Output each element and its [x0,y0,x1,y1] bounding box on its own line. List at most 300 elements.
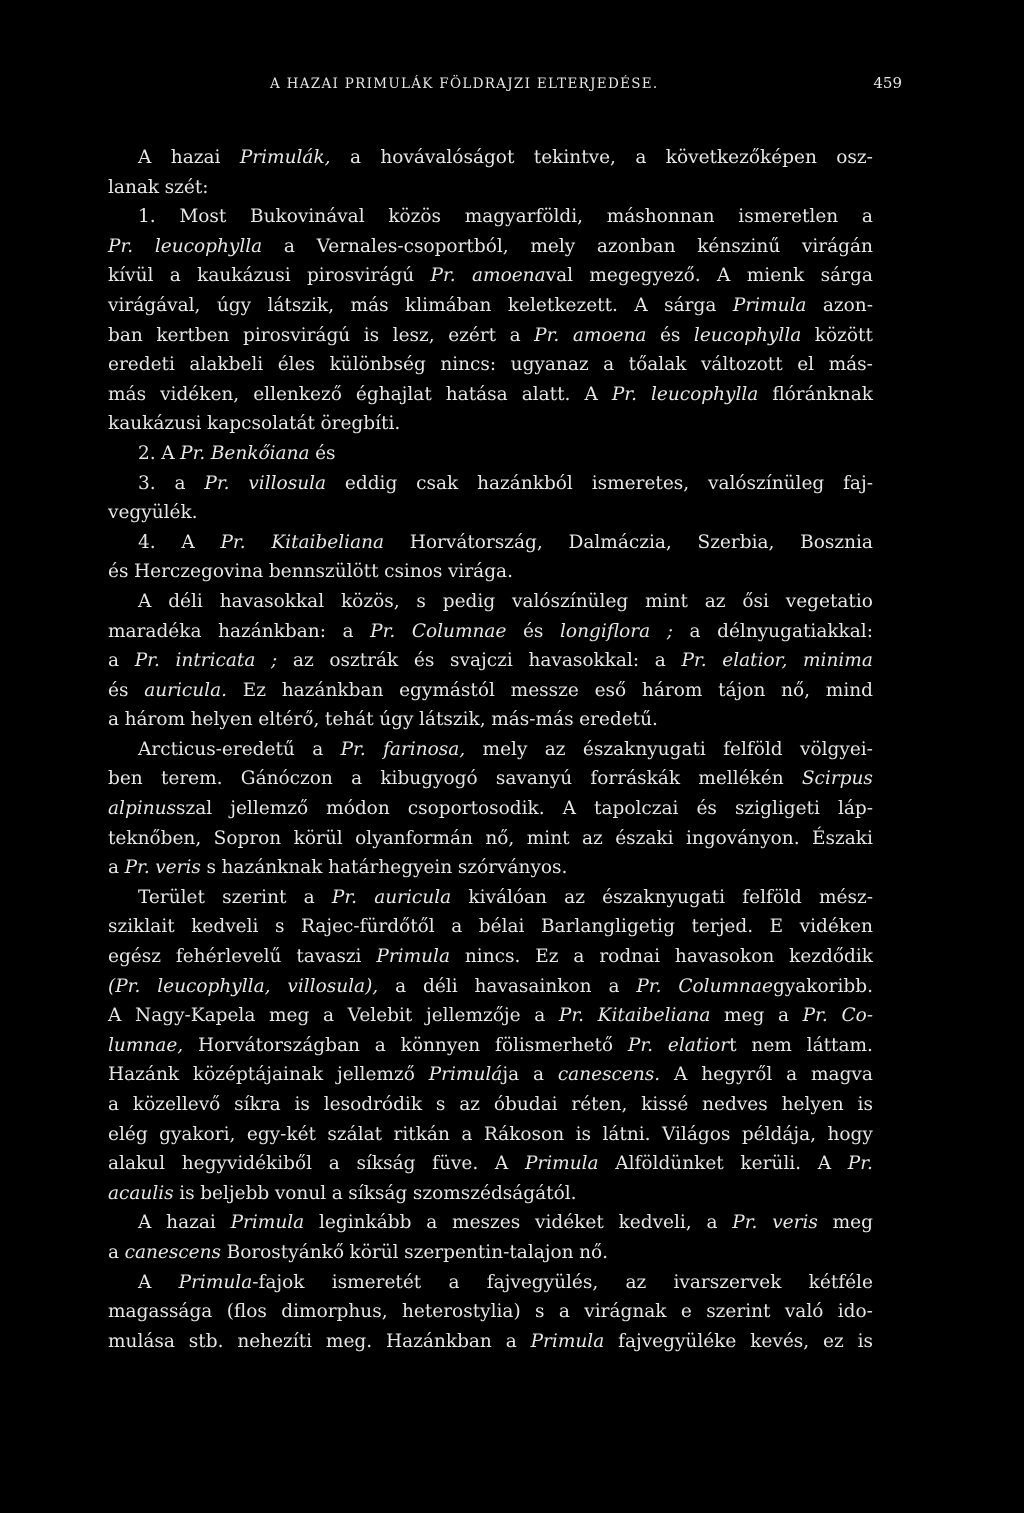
word: és [696,798,717,820]
word: Pr. [331,886,358,908]
word: öregbíti. [320,413,401,435]
word: mulása [108,1330,175,1352]
word: valószínüleg [708,472,825,494]
word: ido- [837,1301,873,1323]
word: kaukázusi [108,413,202,435]
word: füve. [432,1153,479,1175]
word: rodnai [599,946,661,968]
word: következőképen [665,147,817,168]
word: A [584,383,598,405]
word: Bukovinával [250,206,365,228]
word: ritkán [393,1123,450,1145]
text-line [108,232,873,262]
word: jellemző [230,798,309,820]
word: a [323,1005,335,1027]
word: villosula), [287,975,379,997]
word: a [108,857,120,879]
word: osztrák [329,650,399,672]
word: Gánóczon [240,768,333,790]
word: magyarföldi, [464,206,584,228]
word: a [654,650,666,672]
word: Hazánkban [386,1330,492,1352]
word: Nagy-Kapela [135,1005,256,1027]
word: éles [277,354,316,376]
word: kedveli, [618,1212,692,1234]
word: Herczegovina [134,561,264,583]
word: Bosznia [800,531,873,553]
word: is [363,324,380,346]
word: is [179,1182,195,1204]
text-line [108,1238,873,1268]
word: eredeti [108,354,175,376]
word: Primula-fajok [178,1271,305,1293]
word: déli [422,975,458,997]
word: a [786,1064,798,1086]
word: három [124,709,186,731]
word: magassága [108,1301,213,1323]
word: sziklait [108,916,175,938]
text-line [108,1090,873,1120]
word: a [706,1212,718,1234]
word: Arcticus-eredetű [138,738,295,760]
word: eredetű. [579,709,658,731]
word: az [564,886,585,908]
word: látni. [602,1123,651,1145]
word: Pr. [636,975,662,997]
word: Dalmáczia, [568,531,672,553]
word: tájon [718,679,766,701]
word: csinos [384,561,443,583]
word: a [395,975,407,997]
word: a [778,1005,790,1027]
word: 2. [138,442,156,464]
word: a [283,235,295,257]
word: ; [666,620,673,642]
word: az [625,1271,647,1293]
word: lanak [108,176,160,198]
word: tehát [324,709,374,731]
word: kívül [108,265,154,287]
word: mind [825,679,873,701]
word: a [108,650,120,672]
word: A [494,1153,509,1175]
text-line [108,528,873,558]
word: savanyú [495,768,573,790]
word: szerpentin-talajon [404,1241,574,1263]
word: a [312,738,324,760]
word: hazánknak [221,857,323,879]
word: meg [724,1005,765,1027]
word: hegyről [701,1064,773,1086]
word: tőalak [628,354,687,376]
text-line [108,1268,873,1298]
word: Benkőiana [210,442,310,464]
word: A [138,147,152,168]
word: kerüli. [740,1153,802,1175]
word: faj- [843,472,873,494]
text-line [108,617,873,647]
word: látszik, [267,294,335,316]
word: meg. [325,1330,373,1352]
word: a [532,1064,544,1086]
text-line [108,1149,873,1179]
word: s [435,1094,446,1115]
word: intricata [175,650,256,672]
word: (flos [226,1301,267,1323]
word: nő, [781,679,811,701]
word: a [303,886,315,908]
text-line [108,1060,873,1090]
word: délnyugatiakkal: [717,620,873,642]
word: réten, [571,1094,628,1115]
word: el [797,354,815,376]
word: kiválóan [468,886,547,908]
word: kertben [156,324,230,346]
word: flóránknak [772,383,873,405]
word: Columnaegyakoribb. [678,975,873,997]
word: Pr. [681,650,707,672]
word: szomszédságától. [412,1182,577,1204]
word: s [535,1301,545,1323]
word: nincs. [464,946,521,968]
word: fajvegyülés, [486,1271,599,1293]
word: veris [155,857,201,879]
word: kevés, [750,1330,810,1352]
word: északnyugati [582,738,706,760]
word: Horvátország, [409,531,543,553]
word: a [534,1005,546,1027]
text-line [108,350,873,380]
word: Terület [138,886,205,908]
word: azonban [596,235,676,257]
word: Pr. [220,531,246,553]
word: között [814,324,873,346]
word: mint [645,590,688,612]
word: e [680,1301,692,1323]
word: más [108,383,147,405]
word: (Pr. [108,975,141,997]
word: leucophylla, [157,975,271,997]
word: a [342,620,354,642]
word: Kitaibeliana [597,1005,711,1027]
word: láttam. [806,1034,873,1056]
word: megegyező. [589,265,701,287]
text-line [108,321,873,351]
word: leucophylla [154,235,263,257]
word: alpinusszal [108,798,213,820]
text-line [108,824,873,854]
word: sárga [664,294,717,316]
body-text [108,143,873,1356]
word: s [206,857,216,879]
word: ivarszervek [673,1271,782,1293]
text-line [108,380,873,410]
text-line [108,912,873,942]
word: csak [416,472,459,494]
word: mely [530,235,576,257]
word: különbség [329,354,426,376]
word: és [659,324,681,346]
word: úgy [379,709,414,731]
word: E [769,916,784,938]
word: A [181,531,195,553]
word: jellemző [336,1064,415,1086]
word: elatior, [722,650,788,672]
word: nő. [579,1241,609,1263]
word: A [138,1271,152,1293]
word: vidéken, [160,383,240,405]
word: teknőben, [108,827,202,849]
text-line [108,764,873,794]
word: svajczi [450,650,513,672]
word: tekintve, [533,147,616,168]
word: heterostylia) [401,1301,521,1323]
word: hazánkban [281,679,384,701]
word: Columnae [411,620,507,642]
word: ismeretes, [591,472,690,494]
word: eső [594,679,627,701]
word: északnyugati [602,886,726,908]
word: Pr. [180,442,206,464]
word: való [784,1301,824,1323]
word: canescens. [557,1064,661,1086]
word: Pr. [732,1212,758,1234]
word: egymástól [399,679,495,701]
word: elég [108,1123,148,1145]
word: lumnae, [108,1034,184,1056]
word: amoenaval [472,265,574,287]
word: óbudai [493,1094,558,1115]
word: A [634,294,648,316]
word: Co- [841,1005,873,1027]
word: ősi [742,590,769,612]
word: auricula [374,886,452,908]
word: síkra [234,1094,281,1115]
word: a [689,620,701,642]
word: 1. [138,206,156,228]
word: acaulis [108,1182,174,1204]
word: nem [751,1034,792,1056]
word: hogy [827,1123,873,1145]
word: vidéken [799,916,873,938]
word: Primulája [428,1064,520,1086]
word: beljebb [200,1182,270,1204]
word: amoena [572,324,647,346]
word: azon- [822,294,873,316]
word: kénszinű [697,235,781,257]
word: felföld [742,886,802,908]
word: vonul [274,1182,327,1204]
word: a [861,206,873,228]
page-number: 459 [873,74,902,92]
word: a [509,324,521,346]
word: havasokkal: [528,650,640,672]
word: szórványos. [457,857,568,879]
word: hazánkban: [218,620,326,642]
word: a [328,1153,340,1175]
word: minima [802,650,873,672]
word: ingoványon. [686,827,800,849]
word: havasokon [674,946,775,968]
word: és [522,620,544,642]
word: kibugyogó [380,768,478,790]
word: a [603,354,615,376]
word: mely [482,738,528,760]
word: láp- [837,798,873,820]
word: fehérlevelű [175,946,282,968]
word: canescens [124,1241,222,1263]
word: Rajec-fürdőtől [300,916,435,938]
word: leginkább [318,1212,412,1234]
word: Pr. [802,1005,828,1027]
word: kezdődik [789,946,873,968]
word: nehezíti [237,1330,313,1352]
word: vegyülék. [108,502,198,524]
word: az [581,827,603,849]
text-line [108,1120,873,1150]
word: 3. [138,472,156,494]
word: A [138,590,152,612]
word: a [505,1330,517,1352]
word: alatt. [521,383,571,405]
word: kétféle [808,1271,873,1293]
word: magva [811,1064,873,1086]
word: ellenkező [253,383,342,405]
word: csoportosodik. [407,798,545,820]
word: is [857,1094,873,1115]
word: is [857,1330,873,1352]
word: fajvegyüléke [618,1330,737,1352]
word: módon [326,798,390,820]
word: alakul [108,1153,166,1175]
word: Pr. [124,857,150,879]
word: más [350,294,389,316]
word: Pr. [134,650,160,672]
text-line [108,587,873,617]
word: mellékén [698,768,784,790]
word: déli [168,590,203,612]
word: vegetatio [785,590,873,612]
word: szerint [222,886,287,908]
word: elatiort [667,1034,737,1056]
text-line [108,853,873,883]
word: a [351,768,363,790]
text-line [108,557,873,587]
word: mint [526,827,570,849]
word: hatása [445,383,508,405]
word: úgy [216,294,252,316]
word: helyen [190,709,253,731]
word: hazánkból [477,472,573,494]
word: virágával, [108,294,201,316]
word: fölismerhető [494,1034,614,1056]
word: a [174,472,186,494]
word: Primula [524,1153,599,1175]
word: Primula [732,294,807,316]
word: Pr. [627,1034,654,1056]
word: északi [615,827,674,849]
word: valószínüleg [512,590,629,612]
word: a [558,1301,570,1323]
text-line [108,735,873,765]
word: a [331,1182,343,1204]
word: középtájainak [192,1064,324,1086]
word: mienk [746,265,805,287]
word: A [161,442,175,464]
word: helyen [781,1094,844,1115]
word: nincs: [440,354,497,376]
word: határhegyein [328,857,453,879]
word: lesodródik [323,1094,423,1115]
word: a [461,1123,473,1145]
word: hovávalóságot [380,147,515,168]
word: egész [108,946,161,968]
word: a [608,975,620,997]
word: ugyanaz [510,354,589,376]
word: más- [828,354,873,376]
word: meg [269,1005,310,1027]
word: a [426,1212,438,1234]
word: farinosa, [383,738,466,760]
word: s [274,916,285,938]
word: Pr. [534,324,560,346]
word: Primula [230,1212,305,1234]
word: hegyvidékiből [181,1153,313,1175]
word: példája, [741,1123,817,1145]
text-line [108,705,873,735]
word: három [641,679,703,701]
word: havasokkal [219,590,325,612]
word: körül [349,1241,399,1263]
word: ban [108,324,143,346]
word: pirosvirágú [306,265,415,287]
word: Világos [661,1123,731,1145]
word: Most [179,206,227,228]
text-line [108,173,873,203]
word: völgyei- [800,738,873,760]
word: változott [700,354,783,376]
word: közellevő [132,1094,221,1115]
word: A [674,1064,688,1086]
text-line [108,942,873,972]
word: Pr. [558,1005,585,1027]
word: Pr. [204,472,230,494]
word: nő, [485,827,515,849]
word: mész- [818,886,873,908]
word: a [573,946,585,968]
word: a [108,1094,120,1115]
word: ismeretét [331,1271,422,1293]
text-line [108,261,873,291]
word: lesz, [392,324,435,346]
word: leucophylla [693,324,802,346]
word: Északi [812,827,873,849]
page-header [0,76,1024,100]
word: közös [388,206,442,228]
word: eltérő, [258,709,320,731]
word: más-más [491,709,574,731]
word: sárga [820,265,873,287]
text-line [108,883,873,913]
text-line [108,646,873,676]
word: Alföldünket [615,1153,724,1175]
word: klimában [405,294,492,316]
word: maradéka [108,620,202,642]
text-line [108,469,873,499]
text-line [108,1297,873,1327]
word: ez [823,1330,844,1352]
word: az [459,1094,481,1115]
